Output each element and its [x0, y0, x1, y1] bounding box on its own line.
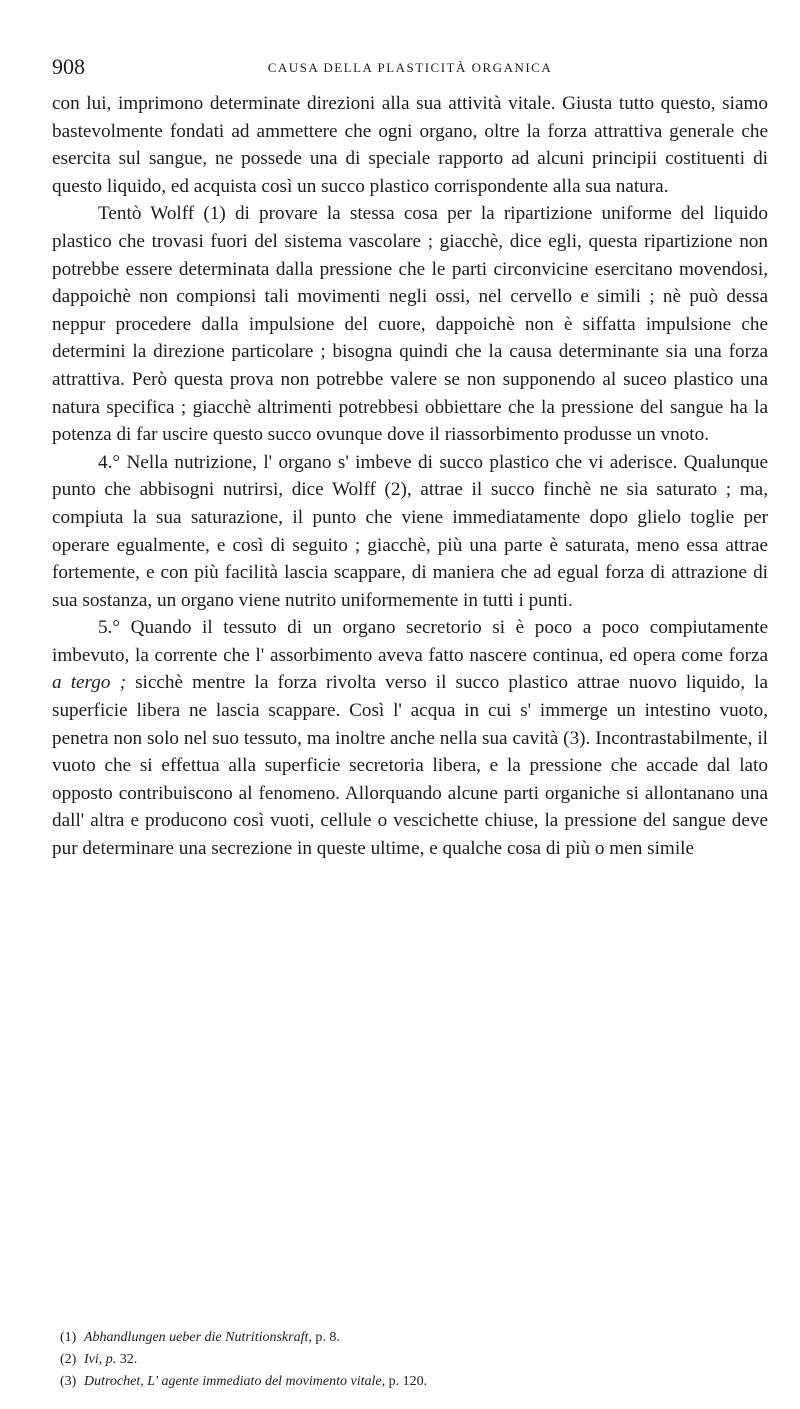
- running-head: [52, 54, 768, 86]
- footnote-3: [52, 1371, 768, 1393]
- page: [52, 54, 768, 863]
- footnote-rest: p. 120.: [385, 1374, 428, 1389]
- footnote-rest: p. 8.: [311, 1330, 340, 1345]
- paragraph-4: [52, 614, 768, 862]
- page-number: 908: [52, 54, 85, 79]
- paragraph-4-text-b: sicchè mentre la forza rivolta verso il succo plastico attrae nuovo liquido, la superficie libera ne lascia scappare. Così l' acqua in cui s' immerge un intestino vuoto, penetra non solo nel suo tessuto, ma inoltre anche nella sua cavità (3). Incontrastabilmente, il vuoto che si effettua alla superficie secretoria libera, e la pressione che accade dal lato opposto contribuiscono al fenomeno. Allorquando alcune parti organiche si allontanano una dall' altra e producono così vuoti, cellule o vescichette chiuse, la pressione del sangue deve pur determinare una secrezione in queste ultime, e qualche cosa di più o men simile: [52, 672, 768, 860]
- footnote-italic: Ivi, p.: [84, 1352, 117, 1367]
- footnote-italic: Abhandlungen ueber die Nutritionskraft,: [84, 1330, 312, 1345]
- footnote-mark: (2): [60, 1352, 77, 1367]
- footnotes: [52, 1327, 768, 1393]
- paragraph-2: Tentò Wolff (1) di provare la stessa cosa per la ripartizione uniforme del liquido plastico che trovasi fuori del sistema vascolare ; giacchè, dice egli, questa ripartizione non potrebbe essere determinata dalla pressione che le parti circonvicine esercitano movendosi, dappoichè non compionsi tali movimenti negli ossi, nel cervello e simili ; nè può dessa neppur procedere dalla impulsione del cuore, dappoichè non è siffatta impulsione che determini la direzione particolare ; bisogna quindi che la causa determinante sia una forza attrattiva. Però questa prova non potrebbe valere se non supponendo al suceo plastico una natura specifica ; giacchè altrimenti potrebbesi obbiettare che la pressione del sangue ha la potenza di far uscire questo succo ovunque dove il riassorbimento produsse un vnoto.: [52, 203, 768, 446]
- footnote-1: [52, 1327, 768, 1349]
- footnote-mark: (1): [60, 1330, 77, 1345]
- paragraph-4-italic: a tergo ;: [52, 672, 126, 694]
- footnote-italic: Dutrochet, L' agente immediato del movimento vitale,: [84, 1374, 386, 1389]
- paragraph-3: 4.° Nella nutrizione, l' organo s' imbeve di succo plastico che vi aderisce. Qualunque punto che abbisogni nutrirsi, dice Wolff (2), attrae il succo finchè ne sia saturato ; ma, compiuta la sua saturazione, il punto che viene immediatamente dopo glielo toglie per operare egualmente, e così di seguito ; giacchè, più una parte è saturata, meno essa attrae fortemente, e con più facilità lascia scappare, di maniera che ad egual forza di attrazione di sua sostanza, un organo viene nutrito uniformemente in tutti i punti.: [52, 451, 768, 611]
- running-title: CAUSA DELLA PLASTICITÀ ORGANICA: [267, 60, 553, 75]
- paragraph-4-text-a: 5.° Quando il tessuto di un organo secretorio si è poco a poco compiutamente imbevuto, la corrente che l' assorbimento aveva fatto nascere continua, ed opera come forza: [52, 617, 768, 666]
- paragraph-1: con lui, imprimono determinate direzioni alla sua attività vitale. Giusta tutto questo, siamo bastevolmente fondati ad ammettere che ogni organo, oltre la forza attrattiva generale che esercita sul sangue, ne possede una di speciale rapporto ad alcuni principii costituenti di questo liquido, ed acquista così un succo plastico corrispondente alla sua natura.: [52, 93, 768, 197]
- footnote-mark: (3): [60, 1374, 77, 1389]
- footnote-2: [52, 1349, 768, 1371]
- body-text: [52, 90, 768, 863]
- footnote-rest: 32.: [116, 1352, 138, 1367]
